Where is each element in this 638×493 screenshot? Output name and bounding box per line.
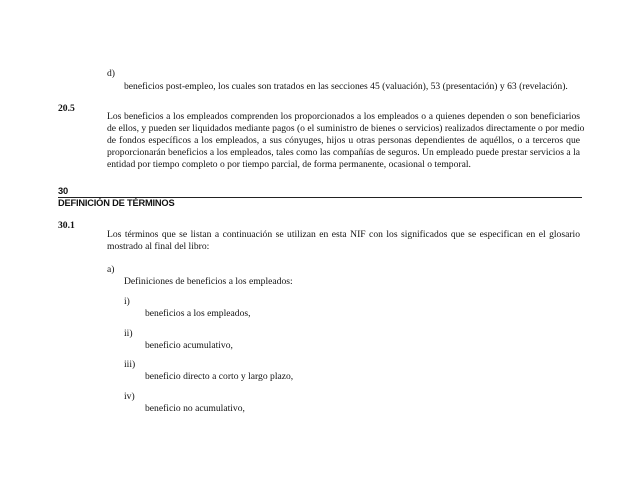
subitem-i-marker: i) bbox=[124, 296, 130, 307]
para-30-1-line-2: mostrado al final del libro: bbox=[107, 240, 210, 252]
para-20-5-line-3: de fondos específicos a los empleados, a sus cónyuges, hijos u otras personas dependientes de aquéllos, o a terceros que bbox=[107, 134, 580, 146]
para-30-1-line-1: Los términos que se listan a continuación se utilizan en esta NIF con los significados que se especifican en el glosario bbox=[107, 229, 580, 240]
para-20-5-line-5: entidad por tiempo completo o por tiempo parcial, de forma permanente, ocasional o temporal. bbox=[107, 158, 471, 170]
para-20-5-number: 20.5 bbox=[58, 103, 75, 114]
subitem-iii-marker: iii) bbox=[124, 359, 136, 370]
subitem-iv-text: beneficio no acumulativo, bbox=[145, 403, 245, 414]
item-a-text: Definiciones de beneficios a los empleados: bbox=[124, 276, 293, 287]
para-20-5-line-4: proporcionarán beneficios a los empleados, tales como las compañías de seguros. Un empleado puede prestar servicios a la bbox=[107, 146, 580, 158]
subitem-iv-marker: iv) bbox=[124, 391, 135, 402]
subitem-ii-marker: ii) bbox=[124, 328, 133, 339]
subitem-i-text: beneficios a los empleados, bbox=[145, 308, 251, 319]
item-a-marker: a) bbox=[107, 264, 115, 275]
item-d-marker: d) bbox=[107, 68, 115, 79]
subitem-ii-text: beneficio acumulativo, bbox=[145, 340, 233, 351]
para-20-5-text bbox=[107, 111, 585, 171]
section-30-title: DEFINICIÓN DE TÉRMINOS bbox=[58, 198, 175, 208]
para-30-1-text bbox=[107, 229, 580, 253]
item-d-text: beneficios post-empleo, los cuales son tratados en las secciones 45 (valuación), 53 (presentación) y 63 (revelación). bbox=[124, 81, 568, 92]
subitem-iii-text: beneficio directo a corto y largo plazo, bbox=[145, 371, 294, 382]
section-30-number: 30 bbox=[58, 186, 68, 196]
para-30-1-number: 30.1 bbox=[58, 220, 75, 231]
para-20-5-line-1: Los beneficios a los empleados comprenden los proporcionados a los empleados o a quienes dependen o son beneficiarios bbox=[107, 111, 580, 122]
para-20-5-line-2: de ellos, y pueden ser liquidados mediante pagos (o el suministro de bienes o servicios) realizados directamente o por medio bbox=[107, 122, 585, 134]
